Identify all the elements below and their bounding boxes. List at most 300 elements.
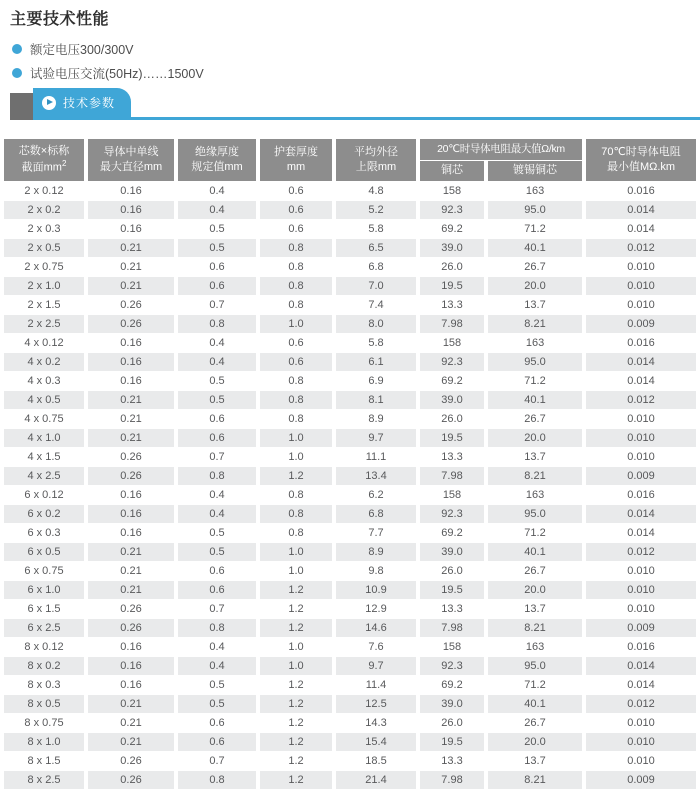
table-cell: 26.0	[441, 413, 463, 425]
table-cell: 6 x 0.75	[24, 565, 64, 577]
table-cell: 158	[442, 489, 462, 501]
table-cell: 4.8	[368, 185, 384, 197]
table-cell: 12.9	[365, 603, 387, 615]
header-line: mm	[286, 161, 306, 173]
table-cell: 7.98	[420, 771, 484, 789]
table-cell: 4 x 0.5	[4, 391, 84, 409]
table-row	[4, 429, 696, 447]
table-header	[4, 139, 696, 181]
table-cell: 1.2	[260, 581, 332, 599]
table-cell: 2 x 0.3	[27, 223, 61, 235]
table-row	[4, 676, 696, 694]
table-cell: 6.1	[336, 353, 416, 371]
table-cell: 12.5	[336, 695, 416, 713]
table-cell: 7.0	[336, 277, 416, 295]
table-cell: 6 x 0.3	[27, 527, 61, 539]
table-cell: 0.21	[88, 391, 174, 409]
header-line: 最大直径mm	[99, 161, 163, 173]
table-cell: 26.7	[524, 413, 546, 425]
table-cell: 14.3	[365, 717, 387, 729]
table-cell: 0.26	[120, 451, 142, 463]
table-row	[4, 353, 696, 371]
tab-label: 技术参数	[63, 96, 116, 110]
table-cell: 40.1	[488, 543, 582, 561]
table-cell: 95.0	[488, 353, 582, 371]
table-cell: 0.5	[178, 391, 256, 409]
table-cell: 0.010	[627, 299, 655, 311]
table-cell: 8 x 0.12	[24, 641, 64, 653]
table-cell: 0.16	[120, 527, 142, 539]
table-cell: 11.1	[365, 451, 387, 463]
table-cell: 6.2	[368, 489, 384, 501]
table-cell: 8 x 2.5	[4, 771, 84, 789]
table-cell: 0.16	[120, 641, 142, 653]
table-cell: 0.4	[178, 505, 256, 523]
table-cell: 0.010	[586, 429, 696, 447]
table-cell: 0.016	[627, 337, 655, 349]
table-cell: 0.5	[209, 679, 225, 691]
table-row	[4, 543, 696, 561]
table-cell: 95.0	[488, 201, 582, 219]
table-cell: 6 x 2.5	[4, 619, 84, 637]
table-cell: 13.7	[524, 451, 546, 463]
table-row	[4, 524, 696, 542]
table-cell: 0.21	[88, 429, 174, 447]
table-cell: 0.16	[120, 337, 142, 349]
table-cell: 7.6	[368, 641, 384, 653]
table-cell: 19.5	[420, 429, 484, 447]
table-cell: 1.2	[260, 771, 332, 789]
table-cell: 13.7	[524, 603, 546, 615]
table-cell: 8 x 0.3	[27, 679, 61, 691]
table-cell: 0.4	[209, 185, 225, 197]
table-cell: 0.4	[209, 641, 225, 653]
table-cell: 6.8	[336, 505, 416, 523]
table-cell: 69.2	[441, 375, 463, 387]
table-cell: 0.6	[209, 413, 225, 425]
table-cell: 15.4	[336, 733, 416, 751]
table-cell: 69.2	[441, 527, 463, 539]
bullet-item-test-voltage	[12, 61, 700, 85]
table-cell: 0.5	[209, 527, 225, 539]
table-cell: 1.2	[260, 695, 332, 713]
table-cell: 95.0	[488, 505, 582, 523]
table-row	[4, 201, 696, 219]
table-cell: 13.7	[524, 755, 546, 767]
table-cell: 0.21	[120, 261, 142, 273]
table-cell: 0.8	[260, 391, 332, 409]
table-cell: 20.0	[488, 429, 582, 447]
table-cell: 0.8	[288, 489, 304, 501]
table-cell: 5.8	[368, 223, 384, 235]
bullet-label: 额定电压300/300V	[30, 43, 134, 57]
table-cell: 0.010	[627, 261, 655, 273]
bullet-list	[12, 37, 700, 85]
table-cell: 0.8	[178, 771, 256, 789]
table-cell: 2 x 0.5	[4, 239, 84, 257]
table-cell: 0.16	[120, 489, 142, 501]
table-cell: 0.012	[586, 543, 696, 561]
header-line: 芯数×标称	[18, 145, 70, 158]
table-cell: 0.16	[120, 375, 142, 387]
table-cell: 0.26	[120, 603, 142, 615]
table-cell: 2 x 0.75	[24, 261, 64, 273]
table-cell: 163	[525, 489, 545, 501]
table-cell: 0.6	[288, 337, 304, 349]
table-cell: 13.3	[441, 755, 463, 767]
table-row	[4, 600, 696, 618]
table-cell: 0.014	[586, 353, 696, 371]
table-cell: 0.4	[178, 353, 256, 371]
table-cell: 26.7	[524, 717, 546, 729]
table-cell: 6.9	[368, 375, 384, 387]
table-cell: 0.016	[627, 489, 655, 501]
header-line: 最小值MΩ.km	[606, 161, 676, 173]
table-cell: 0.26	[88, 315, 174, 333]
table-cell: 0.014	[586, 657, 696, 675]
table-cell: 8.21	[488, 467, 582, 485]
table-cell: 0.26	[120, 299, 142, 311]
table-cell: 0.010	[586, 277, 696, 295]
table-cell: 39.0	[420, 239, 484, 257]
table-cell: 71.2	[524, 375, 546, 387]
table-cell: 0.012	[586, 695, 696, 713]
page-title: 主要技术性能	[10, 11, 110, 28]
table-cell: 6 x 0.12	[24, 489, 64, 501]
table-cell: 0.010	[627, 565, 655, 577]
header-cell-max-wire-diameter	[88, 139, 174, 181]
table-cell: 20.0	[488, 581, 582, 599]
spec-table-wrap	[0, 138, 700, 790]
table-cell: 158	[442, 337, 462, 349]
table-cell: 163	[525, 185, 545, 197]
table-cell: 6.5	[336, 239, 416, 257]
table-cell: 13.7	[524, 299, 546, 311]
table-cell: 5.8	[368, 337, 384, 349]
table-cell: 0.8	[288, 299, 304, 311]
table-cell: 0.8	[288, 375, 304, 387]
table-cell: 8.21	[488, 315, 582, 333]
table-cell: 0.21	[88, 695, 174, 713]
table-cell: 0.010	[627, 603, 655, 615]
table-row	[4, 410, 696, 428]
table-cell: 0.16	[120, 679, 142, 691]
table-cell: 0.8	[288, 413, 304, 425]
table-cell: 0.4	[209, 489, 225, 501]
table-cell: 1.0	[260, 657, 332, 675]
table-row	[4, 581, 696, 599]
table-cell: 1.0	[260, 429, 332, 447]
table-cell: 26.7	[524, 261, 546, 273]
table-row	[4, 372, 696, 390]
table-cell: 0.6	[209, 261, 225, 273]
table-cell: 92.3	[420, 505, 484, 523]
table-cell: 0.21	[88, 277, 174, 295]
table-cell: 0.6	[178, 733, 256, 751]
table-cell: 4 x 0.2	[4, 353, 84, 371]
table-cell: 0.010	[627, 413, 655, 425]
table-cell: 4 x 0.12	[24, 337, 64, 349]
table-cell: 0.21	[120, 717, 142, 729]
table-cell: 0.16	[88, 201, 174, 219]
header-cell-tinned-copper-core: 镀锡铜芯	[488, 161, 582, 182]
table-cell: 0.6	[288, 185, 304, 197]
table-cell: 9.7	[336, 429, 416, 447]
table-cell: 1.2	[288, 755, 304, 767]
table-cell: 26.7	[524, 565, 546, 577]
table-row	[4, 391, 696, 409]
table-cell: 2 x 1.0	[4, 277, 84, 295]
table-row	[4, 334, 696, 352]
table-cell: 21.4	[336, 771, 416, 789]
table-cell: 2 x 0.12	[24, 185, 64, 197]
table-cell: 71.2	[524, 223, 546, 235]
table-row	[4, 562, 696, 580]
table-cell: 0.009	[586, 771, 696, 789]
table-cell: 40.1	[488, 239, 582, 257]
table-row	[4, 220, 696, 238]
table-cell: 6 x 0.5	[4, 543, 84, 561]
table-cell: 8 x 0.2	[4, 657, 84, 675]
table-cell: 158	[442, 185, 462, 197]
header-line: 上限mm	[355, 161, 397, 173]
table-cell: 0.6	[178, 429, 256, 447]
table-cell: 0.4	[209, 337, 225, 349]
table-cell: 0.009	[586, 467, 696, 485]
table-cell: 158	[442, 641, 462, 653]
table-cell: 0.8	[260, 505, 332, 523]
table-cell: 0.16	[88, 353, 174, 371]
table-cell: 1.2	[288, 717, 304, 729]
table-cell: 0.012	[586, 239, 696, 257]
table-cell: 0.8	[178, 315, 256, 333]
table-cell: 8 x 0.5	[4, 695, 84, 713]
table-cell: 0.26	[120, 755, 142, 767]
header-cell-insulation-resistance-70c	[586, 139, 696, 181]
table-cell: 7.4	[368, 299, 384, 311]
table-row	[4, 182, 696, 200]
table-cell: 0.4	[178, 657, 256, 675]
bullet-item-rated-voltage	[12, 37, 700, 61]
table-cell: 0.21	[120, 565, 142, 577]
header-cell-resistance-20c-group: 20℃时导体电阻最大值Ω/km	[420, 139, 582, 160]
table-cell: 71.2	[524, 527, 546, 539]
table-cell: 0.6	[178, 581, 256, 599]
table-cell: 92.3	[420, 201, 484, 219]
table-cell: 71.2	[524, 679, 546, 691]
header-line: 护套厚度	[274, 146, 318, 159]
table-cell: 1.0	[288, 641, 304, 653]
table-cell: 4 x 0.75	[24, 413, 64, 425]
table-cell: 19.5	[420, 581, 484, 599]
table-cell: 1.0	[288, 565, 304, 577]
header-line: 70℃时导体电阻	[601, 146, 681, 159]
table-cell: 2 x 2.5	[4, 315, 84, 333]
table-cell: 0.8	[260, 277, 332, 295]
bullet-icon	[12, 68, 22, 78]
table-cell: 0.010	[586, 581, 696, 599]
bullet-label: 试验电压交流(50Hz)……1500V	[30, 67, 204, 81]
table-cell: 0.6	[288, 223, 304, 235]
tab-corner-block	[10, 93, 33, 120]
header-cell-sheath-thickness	[260, 139, 332, 181]
table-cell: 18.5	[365, 755, 387, 767]
table-cell: 1.2	[260, 733, 332, 751]
table-cell: 69.2	[441, 223, 463, 235]
table-cell: 0.21	[88, 581, 174, 599]
table-cell: 95.0	[488, 657, 582, 675]
table-cell: 39.0	[420, 695, 484, 713]
header-cell-copper-core: 铜芯	[420, 161, 484, 182]
table-cell: 0.8	[178, 619, 256, 637]
table-row	[4, 638, 696, 656]
table-cell: 0.7	[209, 299, 225, 311]
table-cell: 0.7	[209, 603, 225, 615]
table-cell: 8.0	[336, 315, 416, 333]
table-cell: 8 x 0.75	[24, 717, 64, 729]
table-cell: 0.5	[178, 695, 256, 713]
table-cell: 0.009	[586, 315, 696, 333]
table-cell: 6 x 1.0	[4, 581, 84, 599]
table-cell: 0.010	[586, 733, 696, 751]
table-cell: 0.16	[88, 657, 174, 675]
header-line: 导体中单线	[103, 146, 159, 159]
table-cell: 19.5	[420, 277, 484, 295]
header-line: 截面mm	[21, 161, 62, 174]
table-cell: 6 x 1.5	[27, 603, 61, 615]
table-cell: 0.6	[260, 353, 332, 371]
header-line: 平均外径	[354, 146, 398, 159]
table-row	[4, 448, 696, 466]
table-cell: 0.012	[586, 391, 696, 409]
table-cell: 6.8	[368, 261, 384, 273]
table-row	[4, 733, 696, 751]
table-cell: 0.21	[88, 543, 174, 561]
table-cell: 2 x 1.5	[27, 299, 61, 311]
table-cell: 0.010	[627, 717, 655, 729]
superscript: 2	[61, 159, 67, 169]
table-cell: 0.21	[120, 413, 142, 425]
table-cell: 19.5	[420, 733, 484, 751]
table-cell: 13.3	[441, 603, 463, 615]
table-cell: 9.7	[336, 657, 416, 675]
bullet-icon	[12, 44, 22, 54]
table-cell: 0.6	[209, 717, 225, 729]
table-cell: 0.8	[178, 467, 256, 485]
header-line: 规定值mm	[191, 161, 243, 173]
table-cell: 0.014	[586, 201, 696, 219]
table-cell: 40.1	[488, 695, 582, 713]
table-cell: 0.014	[586, 505, 696, 523]
table-row	[4, 315, 696, 333]
table-cell: 0.26	[88, 467, 174, 485]
table-cell: 7.98	[420, 315, 484, 333]
header-cell-insulation-thickness	[178, 139, 256, 181]
table-cell: 0.014	[627, 679, 655, 691]
table-row	[4, 486, 696, 504]
table-cell: 0.5	[209, 223, 225, 235]
table-cell: 8 x 1.0	[4, 733, 84, 751]
table-cell: 13.3	[441, 451, 463, 463]
table-cell: 0.21	[88, 733, 174, 751]
tab-bar	[0, 88, 700, 120]
table-cell: 7.98	[420, 619, 484, 637]
table-row	[4, 505, 696, 523]
table-cell: 2 x 0.2	[4, 201, 84, 219]
table-row	[4, 752, 696, 770]
table-row	[4, 619, 696, 637]
table-cell: 0.014	[627, 527, 655, 539]
table-cell: 0.6	[209, 565, 225, 577]
table-cell: 40.1	[488, 391, 582, 409]
table-cell: 39.0	[420, 543, 484, 561]
table-row	[4, 714, 696, 732]
table-cell: 0.6	[260, 201, 332, 219]
table-row	[4, 695, 696, 713]
table-row	[4, 258, 696, 276]
table-cell: 26.0	[441, 565, 463, 577]
table-cell: 4 x 1.0	[4, 429, 84, 447]
table-body	[4, 182, 696, 789]
table-cell: 8.9	[336, 543, 416, 561]
table-row	[4, 239, 696, 257]
table-cell: 1.0	[288, 451, 304, 463]
table-cell: 10.9	[336, 581, 416, 599]
table-cell: 7.98	[420, 467, 484, 485]
tab-underline	[33, 117, 700, 120]
header-cell-mean-outer-diameter	[336, 139, 416, 181]
table-cell: 4 x 2.5	[4, 467, 84, 485]
table-row	[4, 296, 696, 314]
table-cell: 0.014	[627, 223, 655, 235]
table-cell: 4 x 0.3	[27, 375, 61, 387]
tab-technical-parameters[interactable]	[33, 88, 131, 117]
table-cell: 8.21	[488, 619, 582, 637]
table-cell: 0.014	[627, 375, 655, 387]
table-cell: 0.5	[178, 239, 256, 257]
table-cell: 69.2	[441, 679, 463, 691]
table-cell: 0.5	[178, 543, 256, 561]
table-cell: 8.1	[336, 391, 416, 409]
table-cell: 0.8	[288, 527, 304, 539]
table-cell: 163	[525, 337, 545, 349]
table-cell: 1.2	[288, 603, 304, 615]
table-row	[4, 467, 696, 485]
table-row	[4, 657, 696, 675]
table-row	[4, 277, 696, 295]
table-cell: 39.0	[420, 391, 484, 409]
spec-table	[0, 138, 700, 790]
table-cell: 0.26	[88, 771, 174, 789]
table-cell: 0.010	[627, 451, 655, 463]
table-cell: 92.3	[420, 657, 484, 675]
table-cell: 1.0	[260, 315, 332, 333]
table-cell: 92.3	[420, 353, 484, 371]
table-cell: 20.0	[488, 733, 582, 751]
table-row	[4, 771, 696, 789]
table-cell: 1.2	[260, 619, 332, 637]
table-cell: 0.4	[178, 201, 256, 219]
table-cell: 20.0	[488, 277, 582, 295]
table-cell: 0.8	[288, 261, 304, 273]
table-cell: 0.16	[120, 223, 142, 235]
table-cell: 8 x 1.5	[27, 755, 61, 767]
table-cell: 0.8	[260, 239, 332, 257]
table-cell: 4 x 1.5	[27, 451, 61, 463]
table-cell: 14.6	[336, 619, 416, 637]
table-cell: 5.2	[336, 201, 416, 219]
table-cell: 1.2	[260, 467, 332, 485]
